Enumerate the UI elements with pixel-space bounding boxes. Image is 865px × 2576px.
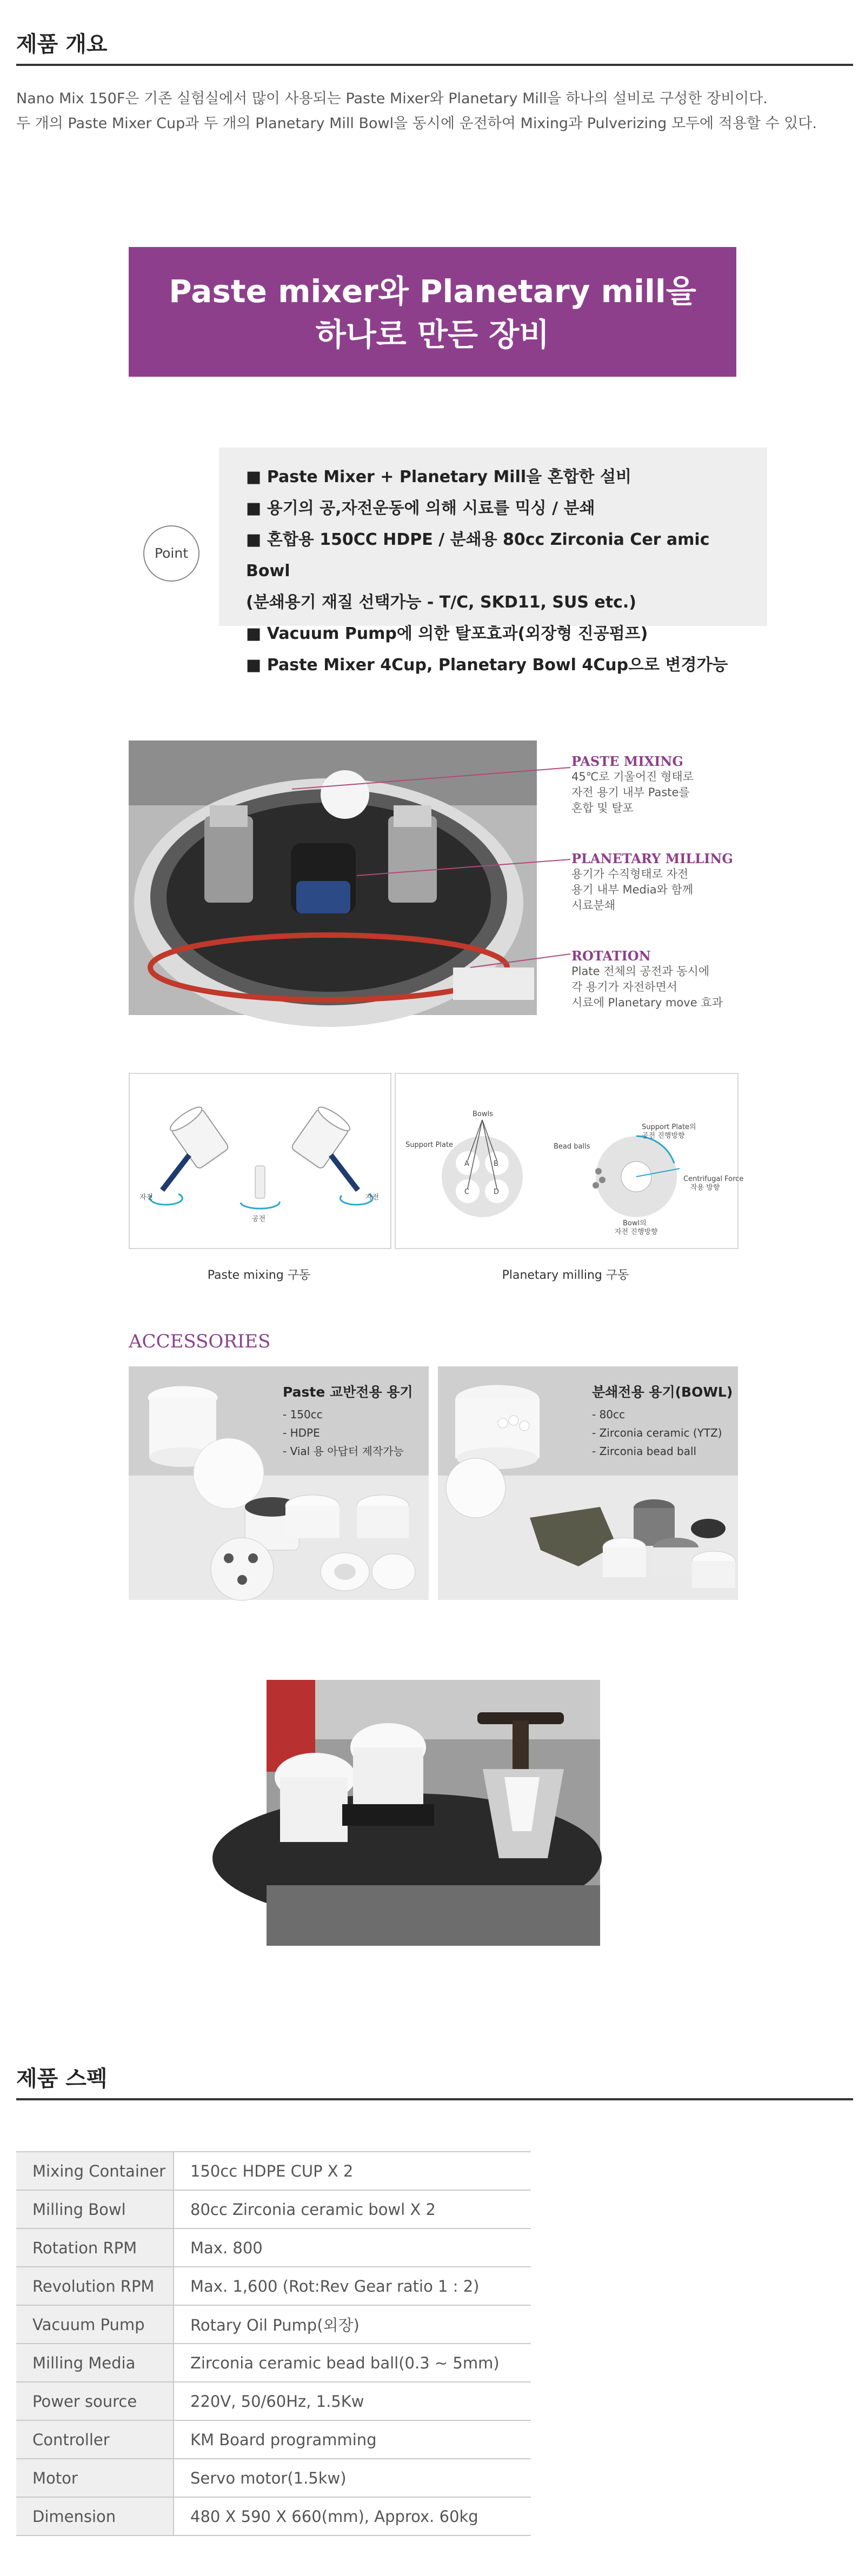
spec-value: 150cc HDPE CUP X 2 xyxy=(174,2152,531,2190)
table-row xyxy=(16,2190,531,2228)
spec-key: Controller xyxy=(16,2420,174,2459)
accessories-title: ACCESSORIES xyxy=(129,1331,271,1352)
callout-line: 용기가 수직형태로 자전 xyxy=(571,867,689,880)
point-list xyxy=(219,448,767,675)
accessory-paste-cup-card xyxy=(129,1366,429,1600)
spec-title: 제품 스펙 xyxy=(16,2066,108,2091)
table-row xyxy=(16,2228,531,2267)
overview-line-2: 두 개의 Paste Mixer Cup과 두 개의 Planetary Mill Bowl을 동시에 운전하여 Mixing과 Pulverizing 모두에 적용할 수 있다. xyxy=(16,115,817,132)
spec-key: Dimension xyxy=(16,2497,174,2535)
caption-planetary-milling: Planetary milling 구동 xyxy=(502,1269,629,1282)
spec-value: Zirconia ceramic bead ball(0.3 ~ 5mm) xyxy=(174,2344,531,2382)
point-item: (분쇄용기 재질 선택가능 - T/C, SKD11, SUS etc.) xyxy=(246,593,636,612)
milling-bowl-info xyxy=(592,1382,733,1460)
spec-value: Rotary Oil Pump(외장) xyxy=(174,2305,531,2344)
banner-line-2: 하나로 만든 장비 xyxy=(315,316,550,353)
table-row xyxy=(16,2420,531,2459)
label-bowl-direction-1: Bowl의 xyxy=(623,1219,647,1227)
machine-closeup-photo xyxy=(267,1680,600,1946)
planetary-milling-diagram xyxy=(395,1073,744,1249)
callout-title: PLANETARY MILLING xyxy=(571,851,733,866)
paste-cup-info xyxy=(283,1382,413,1460)
callout-line: Plate 전체의 공전과 동시에 xyxy=(571,965,710,978)
spec-key: Motor xyxy=(16,2459,174,2497)
spec-value: Max. 1,600 (Rot:Rev Gear ratio 1 : 2) xyxy=(174,2267,531,2305)
callout-title: PASTE MIXING xyxy=(571,753,683,769)
callout-line: 시료에 Planetary move 효과 xyxy=(571,996,723,1009)
spec-rule xyxy=(16,2098,853,2100)
callout-paste-mixing xyxy=(571,753,734,816)
caption-paste-mixing: Paste mixing 구동 xyxy=(207,1269,311,1282)
point-item: ■ Paste Mixer 4Cup, Planetary Bowl 4Cup으로 변경가능 xyxy=(246,656,728,675)
callout-line: 혼합 및 탈포 xyxy=(571,802,634,815)
banner-line-1: Paste mixer와 Planetary mill을 xyxy=(169,273,696,310)
label-bowl-a: A xyxy=(464,1160,469,1168)
callout-planetary-milling xyxy=(571,851,734,913)
overview-title: 제품 개요 xyxy=(16,32,108,57)
spec-value: Max. 800 xyxy=(174,2228,531,2267)
label-rotation-right: 자전 xyxy=(365,1193,380,1202)
accessory-heading: Paste 교반전용 용기 xyxy=(283,1384,413,1400)
accessory-spec-item: - Zirconia ceramic (YTZ) xyxy=(592,1426,722,1439)
table-row xyxy=(16,2497,531,2535)
point-item: ■ Paste Mixer + Planetary Mill을 혼합한 설비 xyxy=(246,468,631,486)
spec-value: Servo motor(1.5kw) xyxy=(174,2459,531,2497)
spec-table xyxy=(16,2151,531,2536)
callout-line: 각 용기가 자전하면서 xyxy=(571,980,677,993)
point-badge: Point xyxy=(143,525,199,582)
label-rotation-left: 자전 xyxy=(139,1193,154,1202)
callout-lines xyxy=(292,751,573,978)
accessory-spec-item: - Zirconia bead ball xyxy=(592,1445,697,1458)
accessory-spec-item: - Vial 용 아답터 제작가능 xyxy=(283,1445,404,1458)
spec-value: 80cc Zirconia ceramic bowl X 2 xyxy=(174,2190,531,2228)
label-support-direction-1: Support Plate의 xyxy=(642,1123,696,1131)
callout-rotation xyxy=(571,948,744,1011)
spec-value: KM Board programming xyxy=(174,2420,531,2459)
table-row xyxy=(16,2382,531,2420)
callout-line: 시료분쇄 xyxy=(571,899,616,912)
accessory-heading: 분쇄전용 용기(BOWL) xyxy=(592,1384,733,1400)
spec-value: 480 X 590 X 660(mm), Approx. 60kg xyxy=(174,2497,531,2535)
callout-title: ROTATION xyxy=(571,948,651,964)
point-item: ■ 혼합용 150CC HDPE / 분쇄용 80cc Zirconia Cer amic Bowl xyxy=(246,530,710,580)
label-bowl-direction-2: 자전 진행방향 xyxy=(615,1228,658,1236)
point-item: ■ Vacuum Pump에 의한 탈포효과(외장형 진공펌프) xyxy=(246,624,648,643)
feature-banner xyxy=(129,247,736,377)
accessory-spec-item: - 80cc xyxy=(592,1408,626,1421)
label-bowl-d: D xyxy=(494,1188,500,1196)
overview-text xyxy=(16,86,860,136)
accessory-spec-item: - 150cc xyxy=(283,1408,323,1421)
label-revolution: 공전 xyxy=(252,1215,266,1223)
label-bowl-c: C xyxy=(464,1188,470,1196)
spec-key: Rotation RPM xyxy=(16,2228,174,2267)
table-row xyxy=(16,2305,531,2344)
callout-line: 자전 용기 내부 Paste를 xyxy=(571,786,690,799)
overview-line-1: Nano Mix 150F은 기존 실험실에서 많이 사용되는 Paste Mixer와 Planetary Mill을 하나의 설비로 구성한 장비이다. xyxy=(16,90,768,107)
spec-value: 220V, 50/60Hz, 1.5Kw xyxy=(174,2382,531,2420)
paste-mixing-diagram xyxy=(129,1073,391,1249)
accessory-milling-bowl-card xyxy=(438,1366,738,1600)
point-item: ■ 용기의 공,자전운동에 의해 시료를 믹싱 / 분쇄 xyxy=(246,499,595,518)
label-centrifugal-2: 작용 방향 xyxy=(690,1184,720,1192)
overview-rule xyxy=(16,64,853,66)
spec-key: Power source xyxy=(16,2382,174,2420)
label-bead-balls: Bead balls xyxy=(554,1143,590,1151)
label-bowls: Bowls xyxy=(473,1110,493,1118)
label-support-direction-2: 공전 진행방향 xyxy=(642,1132,685,1140)
label-bowl-b: B xyxy=(494,1160,498,1168)
accessory-spec-item: - HDPE xyxy=(283,1426,320,1439)
callout-line: 용기 내부 Media와 함께 xyxy=(571,883,694,896)
label-support-plate: Support Plate xyxy=(405,1141,454,1149)
table-row xyxy=(16,2267,531,2305)
table-row xyxy=(16,2459,531,2497)
spec-key: Mixing Container xyxy=(16,2152,174,2190)
label-centrifugal-1: Centrifugal Force xyxy=(683,1175,744,1183)
spec-key: Vacuum Pump xyxy=(16,2305,174,2344)
spec-key: Milling Bowl xyxy=(16,2190,174,2228)
spec-key: Revolution RPM xyxy=(16,2267,174,2305)
spec-key: Milling Media xyxy=(16,2344,174,2382)
table-row xyxy=(16,2152,531,2190)
table-row xyxy=(16,2344,531,2382)
callout-line: 45℃로 기울어진 형태로 xyxy=(571,770,694,783)
